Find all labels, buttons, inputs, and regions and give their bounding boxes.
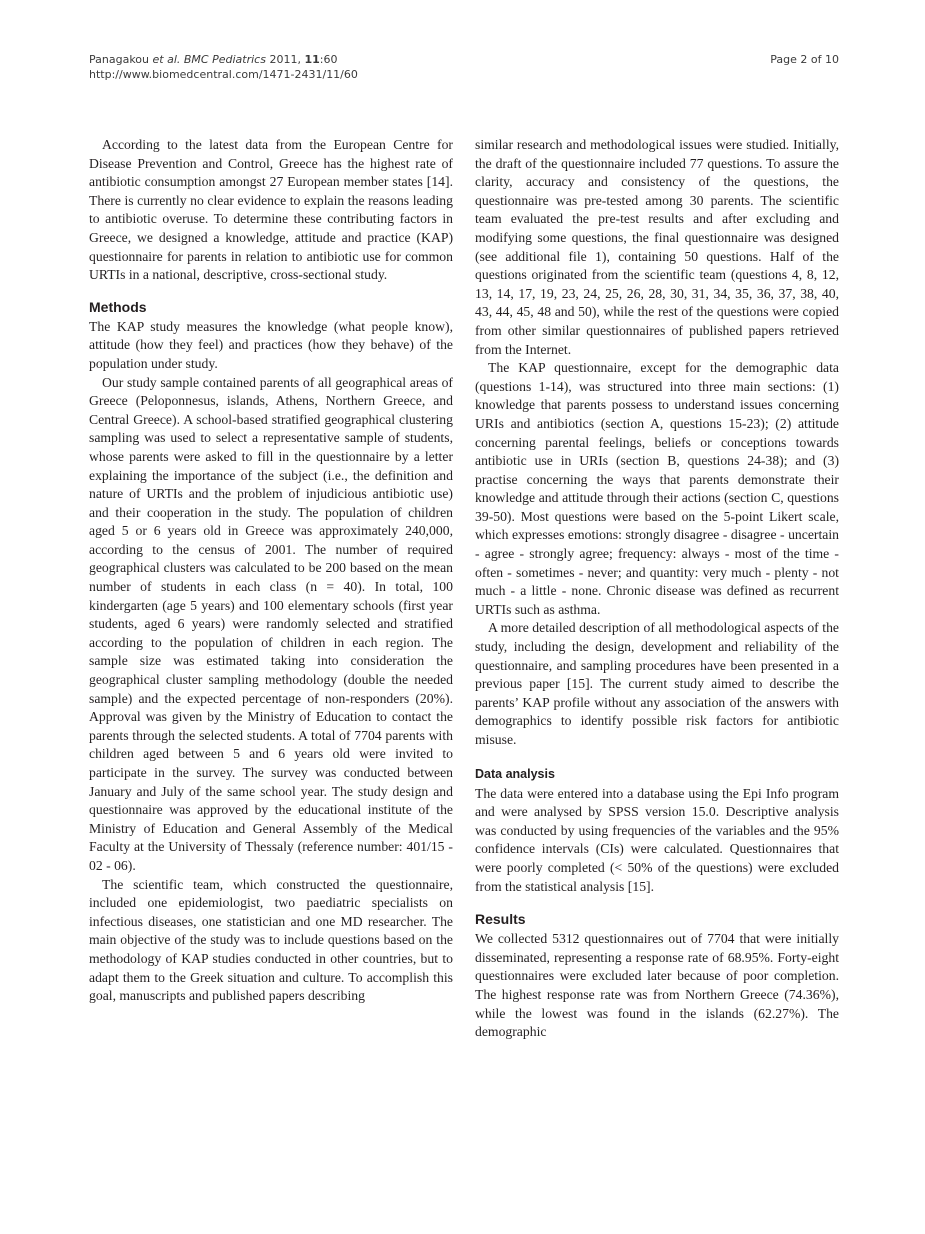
header-year: 2011, [269,53,301,66]
methods-heading: Methods [89,298,147,315]
intro-paragraph: According to the latest data from the European Centre for Disease Prevention and Control, Greece has the highest rate of antibiotic consumption amongst 27 European member states [14]. There is currently no clear evidence to explain the reasons leading to antibiotic overuse. To determine these contributing factors in Greece, we designed a knowledge, attitude and practice (KAP) questionnaire for parents in relation to antibiotic use for common URTIs in a national, descriptive, cross-sectional study. [89,137,453,283]
methods-paragraph-3: The scientific team, which constructed the questionnaire, included one epidemiologist, two paediatric specialists on infectious diseases, one statistician and one MD researcher. The main objective of the study was to include questions based on the methodology of KAP studies conducted in other countries, but to adapt them to the Greek situation and culture. To accomplish this goal, manuscripts and published papers describing [89,876,453,1004]
kap-questionnaire-paragraph: The KAP questionnaire, except for the demographic data (questions 1-14), was structured into three main sections: (1) knowledge that parents possess to understand issues concerning URIs and antibiotics (section A, questions 15-23); (2) attitude concerning parental feelings, beliefs or conceptions towards antibiotic use in URIs (section B, questions 24-38); and (3) practise concerning the ways that parents demonstrate their knowledge and attitude through their actions (section C, questions 39-50). Most questions were based on the 5-point Likert scale, which expresses emotions: strongly disagree - disagree - uncertain - agree - strongly agree; frequency: always - most of the time - often - sometimes - never; and quantity: very much - plenty - not much - a little - none. Chronic disease was defined as recurrent URTIs such as asthma. [475,360,839,617]
continued-paragraph: similar research and methodological issues were studied. Initially, the draft of the questionnaire included 77 questions. To assure the clarity, accuracy and consistency of the questions, the questionnaire was pre-tested among 30 parents. The scientific team evaluated the pre-test results and after excluding and modifying some questions, the final questionnaire was designed (see additional file 1), containing 50 questions. Half of the questions originated from the scientific team (questions 4, 8, 12, 13, 14, 17, 19, 23, 24, 25, 26, 28, 30, 31, 34, 35, 36, 37, 38, 40, 43, 44, 45, 48 and 50), while the rest of the questions were copied from other similar questionnaires of published papers retrieved from the Internet. [475,137,839,357]
article-url[interactable]: http://www.biomedcentral.com/1471-2431/11/60 [89,68,358,81]
page-number: Page 2 of 10 [770,53,839,66]
data-analysis-heading: Data analysis [475,766,555,781]
header-journal: BMC Pediatrics [183,53,266,66]
left-column [89,136,453,1006]
methodology-detail-paragraph: A more detailed description of all methodological aspects of the study, including the design, development and reliability of the questionnaire, and sampling procedures have been presented in a previous paper [15]. The current study aimed to describe the parents’ KAP profile without any association of the answers with demographics to identify possible risk factors for antibiotic misuse. [475,620,839,747]
header-authors: Panagakou [89,53,149,66]
header-etal: et al. [152,53,181,66]
citation-line [89,52,337,67]
right-column [475,136,839,1042]
header-volume: 11 [304,53,320,66]
data-analysis-paragraph: The data were entered into a database using the Epi Info program and were analysed by SPSS version 15.0. Descriptive analysis was conducted by using frequencies of the variables and the 95% confidence intervals (CIs) were calculated. Questionnaires that were poorly completed (< 50% of the questions) were excluded from the statistical analysis [15]. [475,785,839,894]
results-heading: Results [475,911,526,928]
methods-paragraph-2: Our study sample contained parents of all geographical areas of Greece (Peloponnesus, islands, Athens, Northern Greece, and Central Greece). A school-based stratified geographical clustering sampling was used to select a representative sample of students, whose parents were asked to fill in the questionnaire by a letter explaining the importance of the subject (i.e., the definition and nature of URTIs and the problem of injudicious antibiotic use) and their cooperation in the study. The population of children aged 5 or 6 years old in Greece was approximately 240,000, according to the census of 2001. The number of required geographical clusters was calculated to be 200 based on the mean number of students in each class (n = 40). In total, 100 kindergarten (age 5 years) and 100 elementary schools (first year students, aged 6 years) were randomly selected and stratified according to the population of children in each region. The sample size was estimated taking into consideration the geographical cluster sampling methodology (double the needed sample) and the expected percentage of non-responders (20%). Approval was given by the Ministry of Education to contact the parents through the selected students. A total of 7704 parents with children aged between 5 and 6 years old were invited to participate in the survey. The survey was conducted between January and July of the same school year. The study design and questionnaire was approved by the educational institute of the Ministry of Education and General Assembly of the Medical Faculty at the University of Thessaly (reference number: 401/15 - 02 - 06). [89,374,453,873]
methods-paragraph-1: The KAP study measures the knowledge (what people know), attitude (how they feel) and practices (how they behave) of the population under study. [89,318,453,371]
header-article: :60 [319,53,338,66]
results-paragraph: We collected 5312 questionnaires out of 7704 that were initially disseminated, representing a response rate of 68.95%. Forty-eight questionnaires were excluded later because of poor completion. The highest response rate was from Northern Greece (74.36%), while the lowest was found in the islands (62.27%). The demographic [475,931,839,1040]
